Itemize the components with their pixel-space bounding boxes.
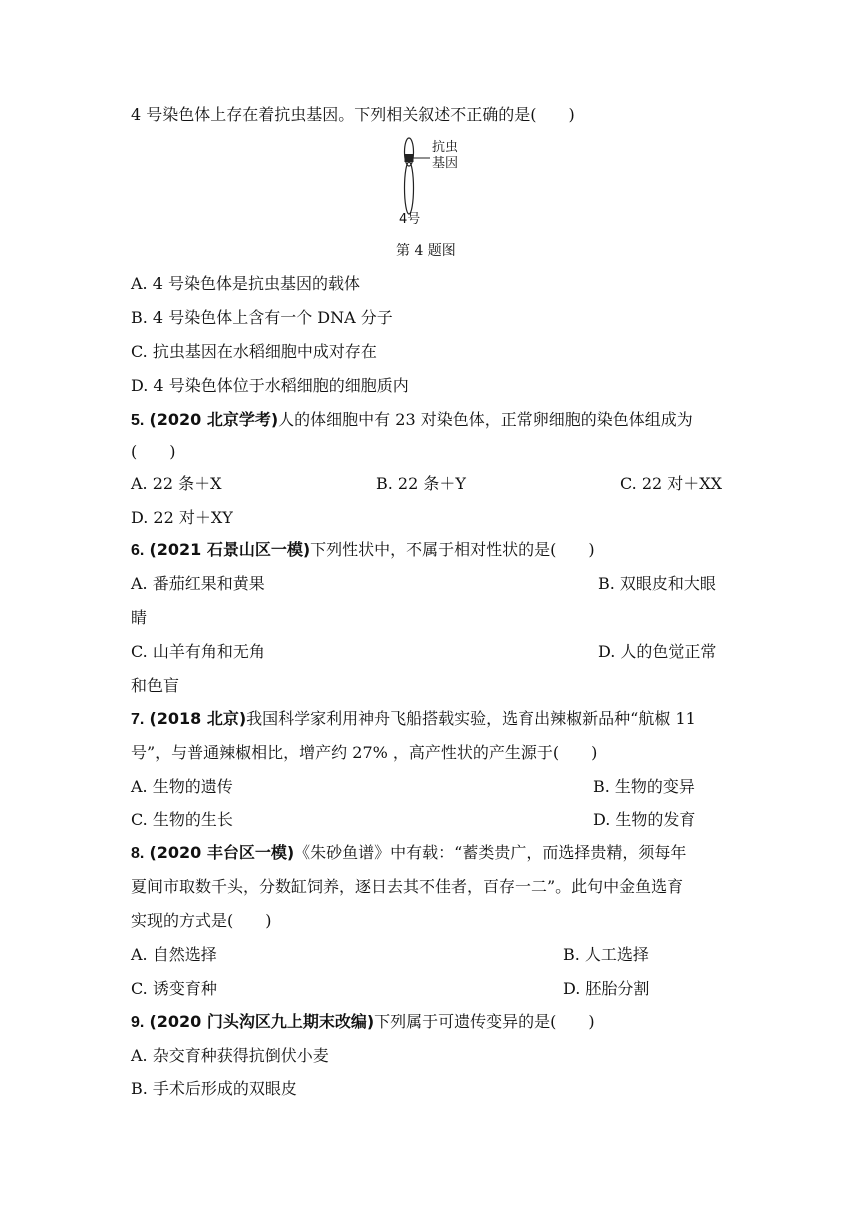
q4-stem: 4 号染色体上存在着抗虫基因。下列相关叙述不正确的是( ) — [131, 105, 575, 124]
q9-option-b: B. 手术后形成的双眼皮 — [131, 1079, 297, 1098]
q9-option-a: A. 杂交育种获得抗倒伏小麦 — [131, 1046, 329, 1065]
q5-option-b: B. 22 条＋Y — [376, 474, 466, 493]
q7-option-d: D. 生物的发育 — [593, 810, 696, 829]
q6-option-b-wrap: 睛 — [131, 608, 148, 627]
q9-number: 9. — [131, 1014, 145, 1031]
q4-option-c: C. 抗虫基因在水稻细胞中成对存在 — [131, 342, 377, 361]
q6-source: (2021 石景山区一模) — [149, 540, 311, 559]
q8-number: 8. — [131, 845, 145, 862]
q5-option-a: A. 22 条＋X — [131, 474, 222, 493]
q5-source: (2020 北京学考) — [149, 410, 279, 429]
q6-number: 6. — [131, 542, 145, 559]
q6-option-c: C. 山羊有角和无角 — [131, 642, 265, 661]
q8-stem-line2: 夏间市取数千头，分数缸饲养，逐日去其不佳者，百存一二”。此句中金鱼选育 — [131, 877, 684, 896]
q4-option-b: B. 4 号染色体上含有一个 DNA 分子 — [131, 308, 393, 327]
q5-number: 5. — [131, 412, 145, 429]
q7-number: 7. — [131, 711, 145, 728]
q4-option-d: D. 4 号染色体位于水稻细胞的细胞质内 — [131, 376, 409, 395]
gene-label-line1: 抗虫 — [432, 140, 459, 155]
q6-stem-text: 下列性状中，不属于相对性状的是( ) — [310, 540, 595, 559]
q7-option-c: C. 生物的生长 — [131, 810, 233, 829]
q5-stem-line1 — [131, 409, 693, 432]
centromere — [405, 154, 414, 162]
gene-label-line2: 基因 — [432, 156, 459, 171]
q8-source: (2020 丰台区一模) — [149, 843, 295, 862]
q8-option-c: C. 诱变育种 — [131, 979, 217, 998]
q5-option-d: D. 22 对＋XY — [131, 508, 233, 527]
q4-option-a: A. 4 号染色体是抗虫基因的载体 — [131, 274, 360, 293]
q6-stem — [131, 539, 595, 562]
q7-option-a: A. 生物的遗传 — [131, 777, 233, 796]
q8-stem-line3: 实现的方式是( ) — [131, 911, 272, 930]
q5-stem-line2: ( ) — [131, 442, 176, 461]
q7-option-b: B. 生物的变异 — [593, 777, 695, 796]
q5-stem-text: 人的体细胞中有 23 对染色体，正常卵细胞的染色体组成为 — [278, 410, 693, 429]
q7-stem-line2: 号”，与普通辣椒相比，增产约 27% ，高产性状的产生源于( ) — [131, 743, 598, 762]
q9-stem — [131, 1011, 595, 1034]
q9-stem-text: 下列属于可遗传变异的是( ) — [374, 1012, 595, 1031]
q9-source: (2020 门头沟区九上期末改编) — [149, 1012, 375, 1031]
q6-option-a: A. 番茄红果和黄果 — [131, 574, 265, 593]
q8-option-b: B. 人工选择 — [563, 945, 649, 964]
figure-caption: 第 4 题图 — [396, 243, 456, 259]
q5-option-c: C. 22 对＋XX — [620, 474, 723, 493]
q7-source: (2018 北京) — [149, 709, 247, 728]
q6-option-d-wrap: 和色盲 — [131, 676, 180, 695]
q8-option-d: D. 胚胎分割 — [563, 979, 650, 998]
q6-option-d: D. 人的色觉正常 — [598, 642, 717, 661]
chromosome-number-label: 4号 — [399, 212, 421, 227]
q7-stem-text: 我国科学家利用神舟飞船搭载实验，选育出辣椒新品种“航椒 11 — [246, 709, 696, 728]
q8-stem-text: 《朱砂鱼谱》中有载：“蓄类贵广，而选择贵精，须每年 — [294, 843, 687, 862]
q8-option-a: A. 自然选择 — [131, 945, 217, 964]
q8-stem-line1 — [131, 842, 686, 865]
q6-option-b: B. 双眼皮和大眼 — [598, 574, 716, 593]
q7-stem-line1 — [131, 708, 696, 731]
chromosome-long-arm — [405, 162, 414, 214]
